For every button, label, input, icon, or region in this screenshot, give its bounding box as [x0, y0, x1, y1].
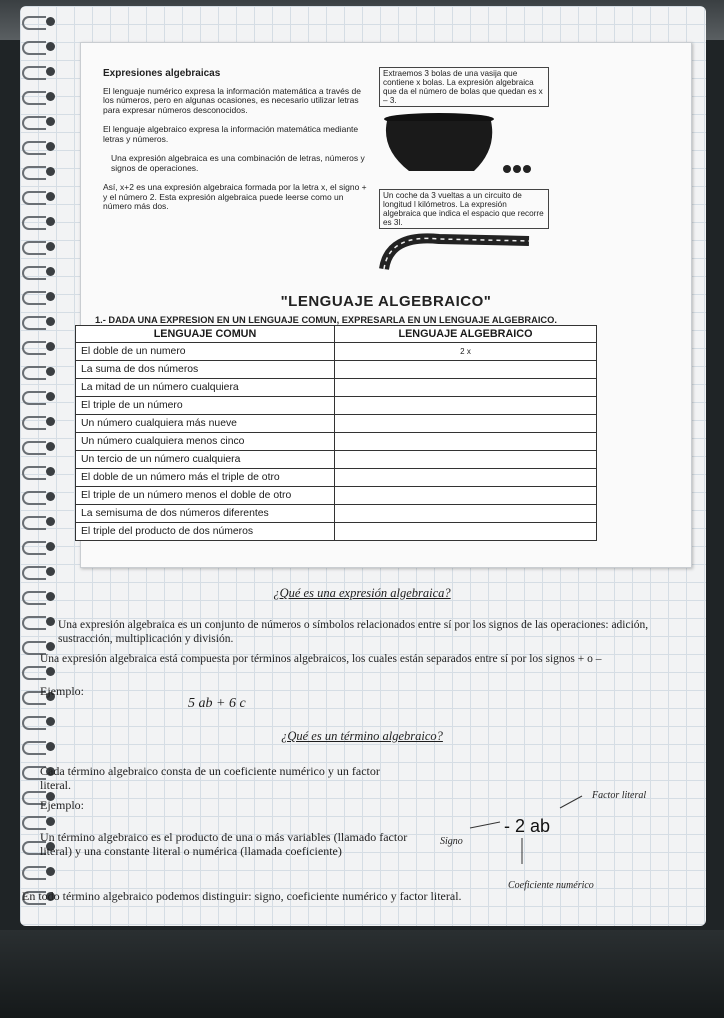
spiral-ring [22, 141, 46, 155]
sheet-paragraph: El lenguaje algebraico expresa la información matemática mediante letras y números. [103, 124, 359, 144]
algebraic-language-cell[interactable] [335, 415, 597, 433]
binding-hole [46, 867, 55, 876]
spiral-ring [22, 391, 46, 405]
binding-hole [46, 492, 55, 501]
algebraic-language-cell[interactable] [335, 451, 597, 469]
common-language-cell: Un tercio de un número cualquiera [76, 451, 335, 469]
question-heading: ¿Qué es un término algebraico? [281, 729, 443, 743]
binding-hole [46, 342, 55, 351]
spiral-ring [22, 191, 46, 205]
table-row [76, 523, 597, 541]
binding-hole [46, 67, 55, 76]
spiral-ring [22, 716, 46, 730]
binding-hole [46, 467, 55, 476]
binding-hole [46, 317, 55, 326]
coefficient-label: Coeficiente numérico [508, 880, 594, 891]
binding-hole [46, 217, 55, 226]
common-language-cell: El doble de un número más el triple de otro [76, 469, 335, 487]
sheet-left-column [103, 69, 371, 222]
spiral-ring [22, 566, 46, 580]
spiral-ring [22, 91, 46, 105]
binding-hole [46, 567, 55, 576]
common-language-cell: La mitad de un número cualquiera [76, 379, 335, 397]
binding-hole [46, 242, 55, 251]
notebook-page [20, 6, 706, 926]
spiral-ring [22, 466, 46, 480]
binding-hole [46, 167, 55, 176]
spiral-ring [22, 816, 46, 830]
binding-hole [46, 417, 55, 426]
binding-hole [46, 667, 55, 676]
binding-hole [46, 192, 55, 201]
binding-hole [46, 642, 55, 651]
definition-paragraph: Una expresión algebraica está compuesta por términos algebraicos, los cuales están separados entre sí por los signos + o – [40, 653, 602, 665]
common-language-cell: El triple de un número [76, 397, 335, 415]
table-row [76, 433, 597, 451]
common-language-cell: Un número cualquiera menos cinco [76, 433, 335, 451]
binding-hole [46, 92, 55, 101]
vase-example-text: Extraemos 3 bolas de una vasija que contiene x bolas. La expresión algebraica que da el número de bolas que quedan es x – 3. [379, 67, 549, 107]
table-row [76, 397, 597, 415]
common-language-cell: Un número cualquiera más nueve [76, 415, 335, 433]
spiral-ring [22, 366, 46, 380]
factor-literal-label: Factor literal [592, 790, 647, 801]
spiral-ring [22, 616, 46, 630]
term-example: - 2 ab [504, 816, 551, 836]
binding-hole [46, 542, 55, 551]
spiral-ring [22, 341, 46, 355]
question-heading: ¿Qué es una expresión algebraica? [273, 586, 451, 600]
binding-hole [46, 367, 55, 376]
algebraic-language-cell[interactable] [335, 505, 597, 523]
spiral-ring [22, 41, 46, 55]
binding-hole [46, 617, 55, 626]
common-language-cell: La suma de dos números [76, 361, 335, 379]
spiral-ring [22, 666, 46, 680]
definition-paragraph: En todo término algebraico podemos distinguir: signo, coeficiente numérico y factor literal. [22, 889, 462, 903]
spiral-ring [22, 66, 46, 80]
spiral-ring [22, 291, 46, 305]
table-row [76, 487, 597, 505]
table-row [76, 361, 597, 379]
spiral-ring [22, 541, 46, 555]
factor-arrow [560, 796, 582, 808]
algebraic-language-cell[interactable]: 2 x [335, 343, 597, 361]
sign-label: Signo [440, 836, 463, 847]
algebraic-language-cell[interactable] [335, 523, 597, 541]
vase-illustration [379, 109, 539, 179]
spiral-ring [22, 416, 46, 430]
algebraic-language-cell[interactable] [335, 469, 597, 487]
algebraic-language-cell[interactable] [335, 433, 597, 451]
spiral-ring [22, 241, 46, 255]
spiral-ring [22, 266, 46, 280]
table-row [76, 343, 597, 361]
printed-sheet [80, 42, 692, 568]
binding-hole [46, 717, 55, 726]
car-example-text: Un coche da 3 vueltas a un circuito de longitud l kilómetros. La expresión algebraica que indica el espacio que recorre es 3l. [379, 189, 549, 229]
sheet-paragraph: Una expresión algebraica es una combinación de letras, números y signos de operaciones. [111, 153, 365, 173]
common-language-cell: El doble de un numero [76, 343, 335, 361]
spiral-ring [22, 116, 46, 130]
spiral-ring [22, 16, 46, 30]
binding-hole [46, 267, 55, 276]
spiral-ring [22, 166, 46, 180]
example-label: Ejemplo: [40, 684, 84, 698]
spiral-ring [22, 216, 46, 230]
table-row [76, 415, 597, 433]
definition-paragraph: Un término algebraico es el producto de una o más variables (llamado factor literal) y una constante literal o numérica (llamada coeficiente) [40, 830, 408, 858]
translation-table [75, 325, 597, 541]
sheet-paragraph: Así, x+2 es una expresión algebraica formada por la letra x, el signo + y el número 2. Esta expresión algebraica puede leerse como un número más dos. [103, 182, 367, 211]
term-arrows-diagram [460, 782, 600, 872]
sheet-paragraph: El lenguaje numérico expresa la información matemática a través de los números, pero en algunas ocasiones, es necesario utilizar letras para expresar números desconocidos. [103, 85, 361, 115]
binding-hole [46, 42, 55, 51]
circuit-illustration [379, 229, 544, 279]
binding-hole [46, 292, 55, 301]
sheet-heading: Expresiones algebraicas [103, 68, 221, 79]
example-expression: 5 ab + 6 c [188, 696, 246, 711]
example-label: Ejemplo: [40, 798, 84, 812]
table-header: LENGUAJE ALGEBRAICO [335, 326, 597, 343]
sheet-right-column [379, 67, 549, 281]
algebraic-language-cell[interactable] [335, 487, 597, 505]
spiral-ring [22, 516, 46, 530]
algebraic-language-cell[interactable] [335, 361, 597, 379]
table-header: LENGUAJE COMUN [76, 326, 335, 343]
binding-hole [46, 142, 55, 151]
algebraic-language-cell[interactable] [335, 397, 597, 415]
binding-hole [46, 442, 55, 451]
spiral-ring [22, 441, 46, 455]
binding-hole [46, 117, 55, 126]
binding-hole [46, 17, 55, 26]
exercise-instruction: 1.- DADA UNA EXPRESION EN UN LENGUAJE COMUN, EXPRESARLA EN UN LENGUAJE ALGEBRAICO. [95, 315, 557, 325]
definition-paragraph: Una expresión algebraica es un conjunto de números o símbolos relacionados entre sí por los signos de las operaciones: adición, sustracción, multiplicación y división. [58, 619, 649, 645]
background-bottom [0, 930, 724, 1018]
common-language-cell: La semisuma de dos números diferentes [76, 505, 335, 523]
table-row [76, 379, 597, 397]
spiral-ring [22, 866, 46, 880]
sheet-title: "LENGUAJE ALGEBRAICO" [280, 293, 492, 310]
common-language-cell: El triple del producto de dos números [76, 523, 335, 541]
spiral-ring [22, 316, 46, 330]
common-language-cell: El triple de un número menos el doble de otro [76, 487, 335, 505]
spiral-ring [22, 491, 46, 505]
sign-arrow [470, 822, 500, 828]
binding-hole [46, 817, 55, 826]
binding-hole [46, 517, 55, 526]
table-row [76, 505, 597, 523]
algebraic-language-cell[interactable] [335, 379, 597, 397]
binding-hole [46, 392, 55, 401]
table-row [76, 451, 597, 469]
table-row [76, 469, 597, 487]
definition-paragraph: Cada término algebraico consta de un coeficiente numérico y un factor literal. [40, 764, 380, 792]
